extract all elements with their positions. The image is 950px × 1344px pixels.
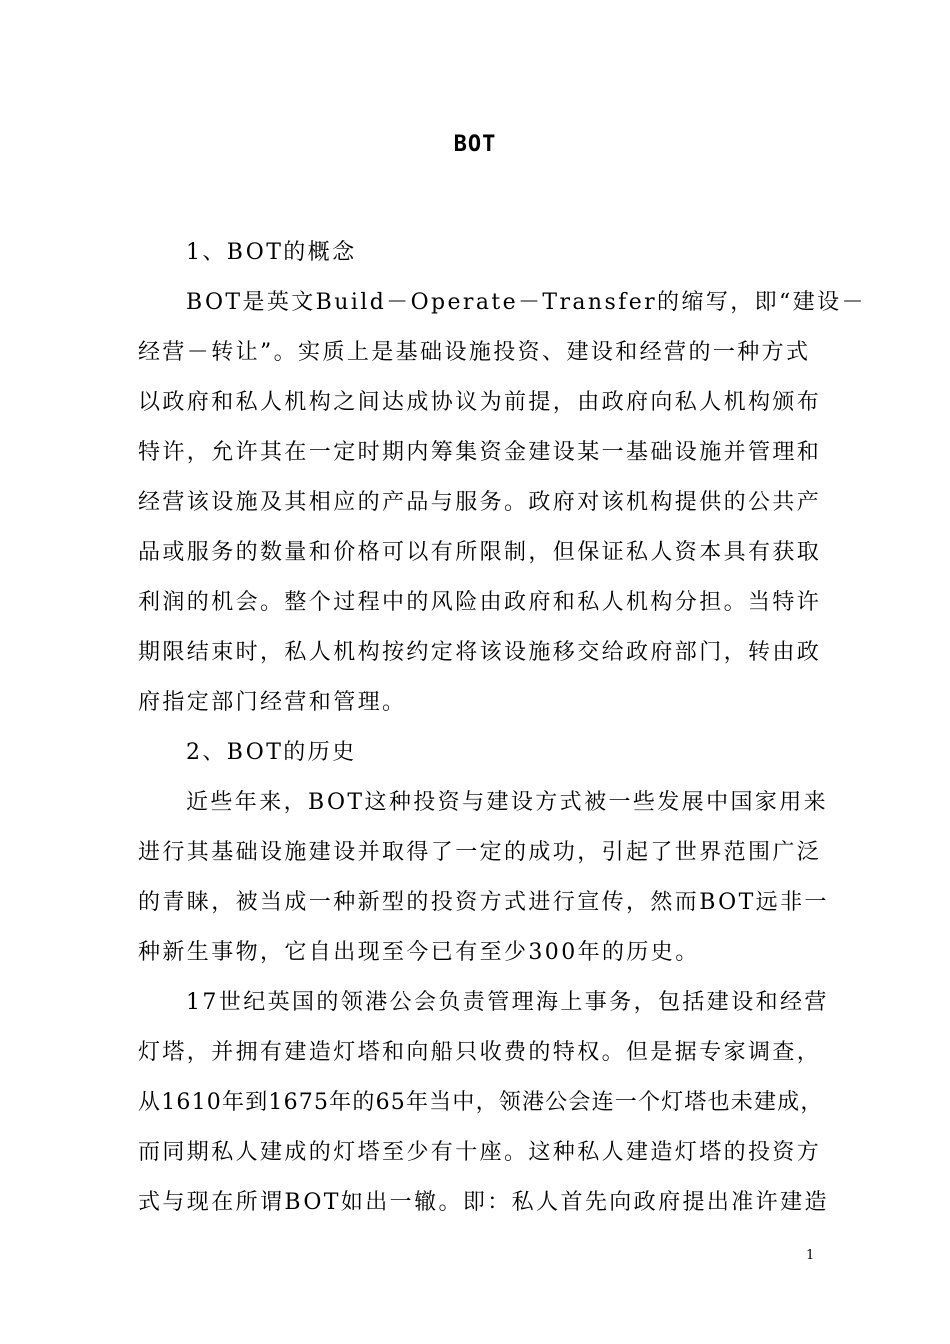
section-heading-history: 2、BOT的历史 xyxy=(186,740,357,765)
paragraph-line: 府指定部门经营和管理。 xyxy=(138,690,407,715)
paragraph-line: 灯塔，并拥有建造灯塔和向船只收费的特权。但是据专家调查， xyxy=(138,1040,822,1065)
paragraph-line: BOT是英文Build－Operate－Transfer的缩写，即“建设－ xyxy=(186,290,866,315)
page-number: 1 xyxy=(806,1248,815,1263)
paragraph-line: 近些年来，BOT这种投资与建设方式被一些发展中国家用来 xyxy=(186,790,829,815)
paragraph-line: 的青睐，被当成一种新型的投资方式进行宣传，然而BOT远非一 xyxy=(138,890,829,915)
paragraph-line: 而同期私人建成的灯塔至少有十座。这种私人建造灯塔的投资方 xyxy=(138,1140,822,1165)
paragraph-line: 式与现在所谓BOT如出一辙。即：私人首先向政府提出准许建造 xyxy=(138,1190,829,1215)
paragraph-line: 经营该设施及其相应的产品与服务。政府对该机构提供的公共产 xyxy=(138,490,822,515)
paragraph-line: 期限结束时，私人机构按约定将该设施移交给政府部门，转由政 xyxy=(138,640,822,665)
paragraph-line: 从1610年到1675年的65年当中，领港公会连一个灯塔也未建成， xyxy=(138,1090,824,1115)
paragraph-line: 以政府和私人机构之间达成协议为前提，由政府向私人机构颁布 xyxy=(138,390,822,415)
paragraph-line: 17世纪英国的领港公会负责管理海上事务，包括建设和经营 xyxy=(186,990,829,1015)
paragraph-line: 特许，允许其在一定时期内筹集资金建设某一基础设施并管理和 xyxy=(138,440,822,465)
paragraph-line: 经营－转让”。实质上是基础设施投资、建设和经营的一种方式 xyxy=(138,340,811,365)
section-heading-concept: 1、BOT的概念 xyxy=(186,240,357,265)
document-title: BOT xyxy=(453,132,497,157)
paragraph-line: 利润的机会。整个过程中的风险由政府和私人机构分担。当特许 xyxy=(138,590,822,615)
paragraph-line: 进行其基础设施建设并取得了一定的成功，引起了世界范围广泛 xyxy=(138,840,822,865)
paragraph-line: 种新生事物，它自出现至今已有至少300年的历史。 xyxy=(138,940,700,965)
paragraph-line: 品或服务的数量和价格可以有所限制，但保证私人资本具有获取 xyxy=(138,540,822,565)
